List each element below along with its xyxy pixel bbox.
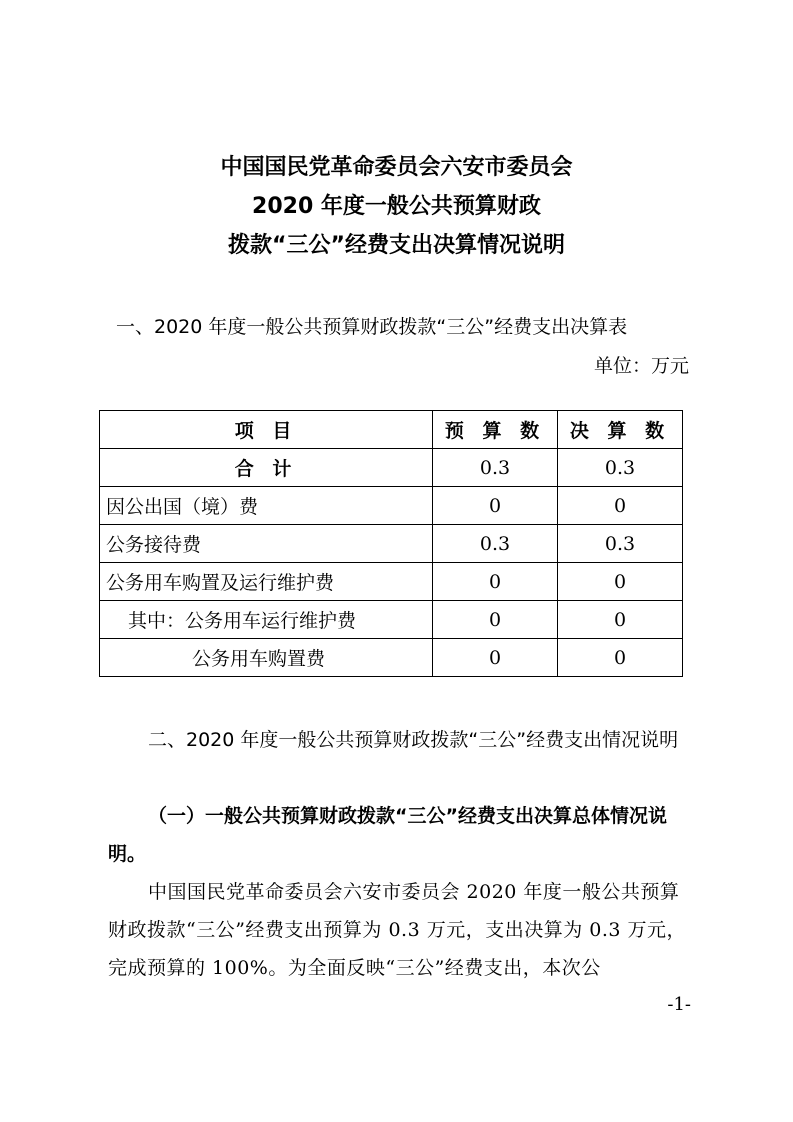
row-budget: 0 xyxy=(433,639,558,677)
row-item: 公务用车购置费 xyxy=(100,639,433,677)
document-title-line-2: 2020 年度一般公共预算财政 xyxy=(252,194,541,219)
row-item: 合 计 xyxy=(100,449,433,487)
section-1-heading: 一、2020 年度一般公共预算财政拨款“三公”经费支出决算表 xyxy=(116,316,628,338)
row-actual: 0.3 xyxy=(558,525,683,563)
row-actual: 0 xyxy=(558,639,683,677)
table-row xyxy=(100,601,683,639)
row-budget: 0 xyxy=(433,487,558,525)
row-budget: 0 xyxy=(433,601,558,639)
row-item: 公务用车购置及运行维护费 xyxy=(100,563,433,601)
row-actual: 0 xyxy=(558,487,683,525)
table-row xyxy=(100,449,683,487)
row-item: 其中：公务用车运行维护费 xyxy=(100,601,433,639)
page-number: -1- xyxy=(667,994,691,1015)
table-row xyxy=(100,563,683,601)
unit-label: 单位：万元 xyxy=(593,355,689,377)
section-2-paragraph: 中国国民党革命委员会六安市委员会 2020 年度一般公共预算财政拨款“三公”经费支出预算为 0.3 万元，支出决算为 0.3 万元，完成预算的 100%。为全面反映“三公”经费支出，本次公 xyxy=(108,881,687,979)
three-public-expenses-table xyxy=(99,410,683,677)
row-budget: 0 xyxy=(433,563,558,601)
header-actual: 决 算 数 xyxy=(558,411,683,449)
row-budget: 0.3 xyxy=(433,525,558,563)
header-budget: 预 算 数 xyxy=(433,411,558,449)
table-header-row xyxy=(100,411,683,449)
header-item: 项 目 xyxy=(100,411,433,449)
table-row xyxy=(100,639,683,677)
document-title-line-1: 中国国民党革命委员会六安市委员会 xyxy=(220,155,573,180)
row-item: 因公出国（境）费 xyxy=(100,487,433,525)
row-actual: 0 xyxy=(558,601,683,639)
section-2-subheading: （一）一般公共预算财政拨款“三公”经费支出决算总体情况说明。 xyxy=(108,805,667,865)
section-2-heading: 二、2020 年度一般公共预算财政拨款“三公”经费支出情况说明 xyxy=(148,729,679,751)
row-actual: 0.3 xyxy=(558,449,683,487)
table-row xyxy=(100,487,683,525)
table-row xyxy=(100,525,683,563)
row-budget: 0.3 xyxy=(433,449,558,487)
row-actual: 0 xyxy=(558,563,683,601)
row-item: 公务接待费 xyxy=(100,525,433,563)
document-title-line-3: 拨款“三公”经费支出决算情况说明 xyxy=(228,233,565,258)
